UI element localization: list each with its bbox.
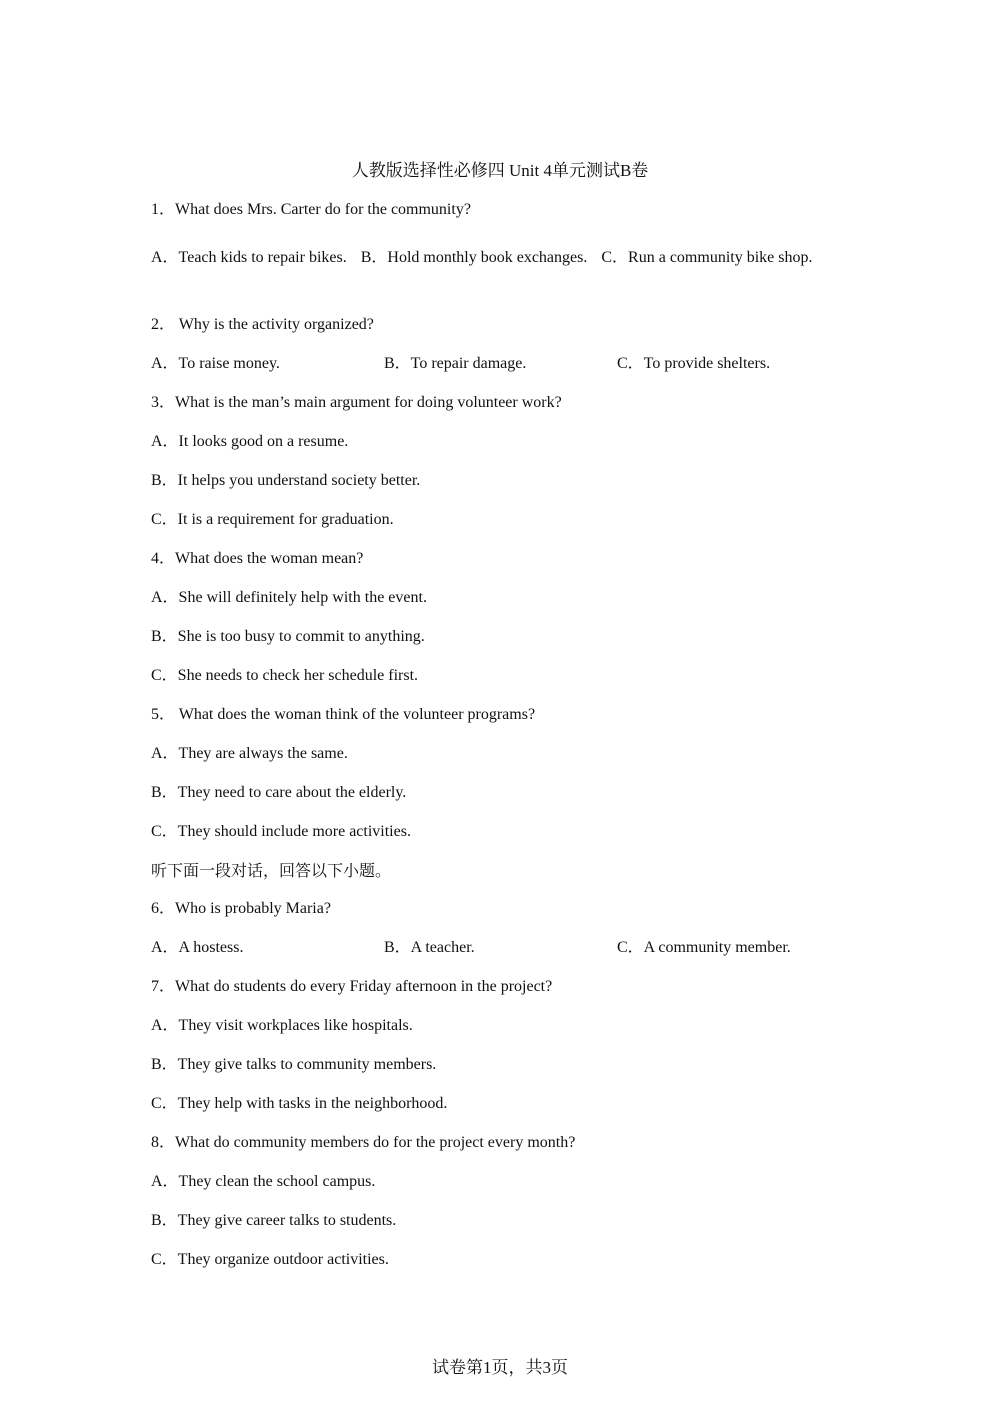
- option-b: B．They give talks to community members.: [151, 1056, 437, 1073]
- option-a: A．A hostess.: [151, 939, 244, 956]
- option-c: C．They help with tasks in the neighborhood.: [151, 1095, 448, 1112]
- question-options-2: [151, 353, 851, 375]
- option-b: B．To repair damage.: [384, 355, 527, 372]
- question-options-6: [151, 937, 851, 959]
- question-stem-6: 6．Who is probably Maria?: [151, 900, 331, 917]
- option-c: C．She needs to check her schedule first.: [151, 667, 419, 684]
- page-title: 人教版选择性必修四 Unit 4单元测试B卷: [351, 161, 649, 180]
- option-b: B．It helps you understand society better.: [151, 472, 421, 489]
- option-a: A．They clean the school campus.: [151, 1173, 376, 1190]
- question-stem-3: 3．What is the man’s main argument for doing volunteer work?: [151, 394, 562, 411]
- question-options-1: [151, 238, 841, 277]
- option-a: A．She will definitely help with the event.: [151, 589, 427, 606]
- option-c: C．Run a community bike shop.: [601, 249, 813, 266]
- question-stem-5: 5． What does the woman think of the volunteer programs?: [151, 706, 536, 723]
- option-b: B．She is too busy to commit to anything.: [151, 628, 425, 645]
- question-stem-1: 1．What does Mrs. Carter do for the community?: [151, 201, 471, 218]
- option-c: C．To provide shelters.: [617, 355, 771, 372]
- option-b: B．They need to care about the elderly.: [151, 784, 407, 801]
- question-stem-8: 8．What do community members do for the project every month?: [151, 1134, 576, 1151]
- option-a: A．To raise money.: [151, 355, 280, 372]
- question-stem-4: 4．What does the woman mean?: [151, 550, 364, 567]
- question-stem-7: 7．What do students do every Friday afternoon in the project?: [151, 978, 553, 995]
- option-b: B．Hold monthly book exchanges.: [360, 249, 588, 266]
- option-c: C．They should include more activities.: [151, 823, 411, 840]
- option-a: A．They are always the same.: [151, 745, 348, 762]
- question-stem-2: 2． Why is the activity organized?: [151, 316, 374, 333]
- page-footer: 试卷第1页，共3页: [432, 1358, 568, 1377]
- section-instruction: 听下面一段对话，回答以下小题。: [151, 861, 392, 880]
- option-c: C．It is a requirement for graduation.: [151, 511, 394, 528]
- option-a: A．Teach kids to repair bikes.: [151, 249, 347, 266]
- option-c: C．A community member.: [617, 939, 791, 956]
- option-a: A．They visit workplaces like hospitals.: [151, 1017, 413, 1034]
- option-b: B．They give career talks to students.: [151, 1212, 397, 1229]
- option-a: A．It looks good on a resume.: [151, 433, 349, 450]
- option-b: B．A teacher.: [384, 939, 475, 956]
- option-c: C．They organize outdoor activities.: [151, 1251, 389, 1268]
